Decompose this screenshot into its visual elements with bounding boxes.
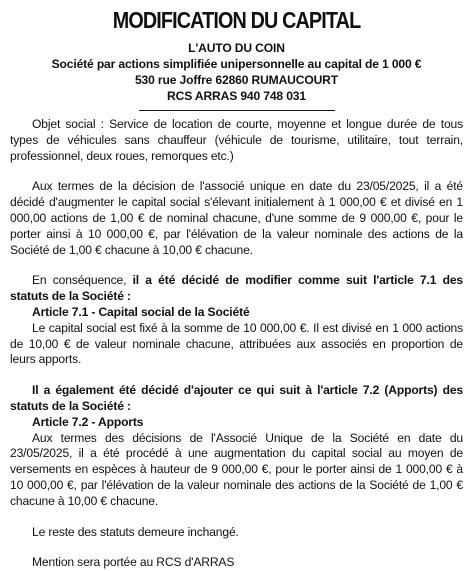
consequence-bold: il a été décidé de modifier comme suit l'article 7.1 des statuts de la Société : [10, 273, 464, 304]
consequence-paragraph [10, 273, 463, 305]
spacer [10, 540, 463, 555]
spacer [10, 510, 463, 525]
rcs-mention: Mention sera portée au RCS d'ARRAS [32, 555, 235, 570]
spacer [10, 258, 463, 273]
spacer [10, 164, 463, 179]
company-block [10, 40, 463, 104]
spacer [10, 368, 463, 383]
company-rcs: RCS ARRAS 940 748 031 [167, 89, 306, 103]
additional-decision: Il a également été décidé d'ajouter ce qui suit à l'article 7.2 (Apports) des statuts de la Société : [10, 383, 463, 413]
objet-social: Objet social : Service de location de courte, moyenne et longue durée de tous types de véhicules sans chauffeur (véhicule de tourisme, utilitaire, tout terrain, professionnel, deux roues, remorques etc.) [10, 117, 463, 163]
divider [139, 110, 335, 111]
article-7-2-text: Aux termes des décisions de l'Associé Unique de la Société en date du 23/05/2025, il a été procédé à une augmentation du capital social au moyen de versements en espèces à hauteur de 9 000,00 €, pour le porter ainsi de 1 000,00 € à 10 000,00 €, par l'élévation de la valeur nominale des actions de la Société de 1,00 € chacune à 10,00 € chacune. [10, 430, 463, 508]
article-7-1-title: Article 7.1 - Capital social de la Société [32, 304, 250, 319]
company-form: Société par actions simplifiée unipersonnelle au capital de 1 000 € [51, 57, 422, 71]
company-name: L'AUTO DU COIN [188, 41, 285, 55]
company-address: 530 rue Joffre 62860 RUMAUCOURT [134, 73, 339, 87]
article-7-2-title: Article 7.2 - Apports [32, 414, 144, 429]
decision-paragraph: Aux termes de la décision de l'associé unique en date du 23/05/2025, il a été décidé d'augmenter le capital social s'élevant initialement à 1 000,00 € et divisé en 1 000,00 actions de 1,00 € de nominal chacune, d'une somme de 9 000,00 €, pour le porter ainsi à 10 000,00 €, par l'élévation de la valeur nominale des actions de la Société de 1,00 € chacune à 10,00 € chacune. [10, 179, 463, 257]
article-7-1-text: Le capital social est fixé à la somme de 10 000,00 €. Il est divisé en 1 000 actions de 10,00 € de valeur nominale chacune, attribuées aux associés en proportion de leurs apports. [10, 320, 463, 367]
consequence-prefix: En conséquence, [32, 273, 133, 288]
rest-unchanged: Le reste des statuts demeure inchangé. [32, 524, 239, 539]
notice-title: MODIFICATION DU CAPITAL [112, 7, 361, 33]
